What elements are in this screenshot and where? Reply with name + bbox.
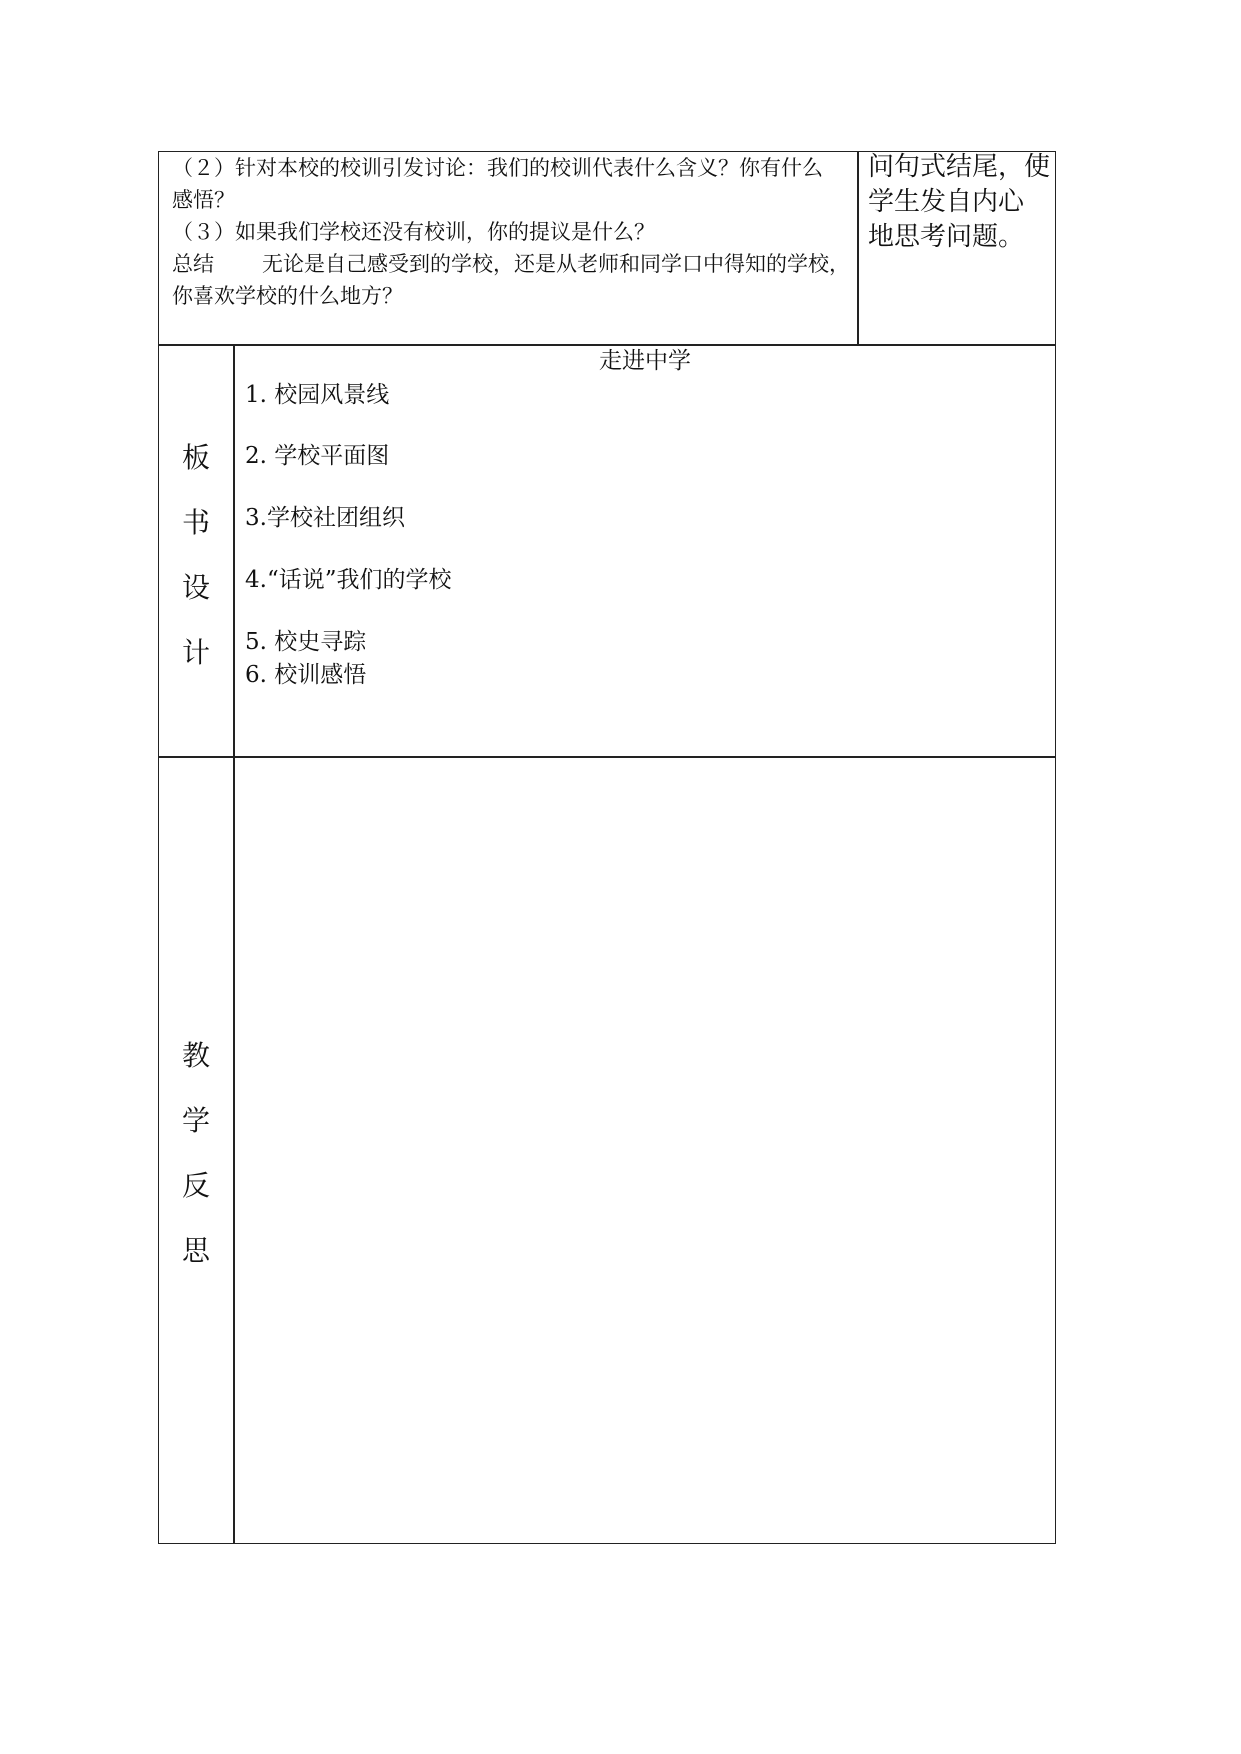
reflection-char-4: 思 — [181, 1234, 210, 1267]
column-divider-top-right — [857, 151, 859, 345]
note-line-2: 学生发自内心 — [868, 187, 1025, 217]
discussion-line-5: 你喜欢学校的什么地方？ — [172, 284, 403, 308]
label-char-3: 设 — [181, 571, 210, 604]
discussion-line-2: 感悟？ — [172, 188, 235, 212]
summary-line — [172, 248, 856, 280]
design-intent-note — [868, 150, 1050, 255]
board-item-5: 5. 校史寻踪 — [245, 629, 367, 655]
board-item-2: 2. 学校平面图 — [245, 443, 390, 469]
discussion-text — [172, 152, 856, 312]
board-item-1: 1. 校园风景线 — [245, 382, 390, 408]
label-char-4: 计 — [181, 636, 210, 669]
board-item-6: 6. 校训感悟 — [245, 662, 367, 688]
label-char-2: 书 — [181, 506, 210, 539]
reflection-char-1: 教 — [181, 1039, 210, 1072]
reflection-char-2: 学 — [181, 1104, 210, 1137]
note-line-1: 问句式结尾，使 — [868, 152, 1051, 182]
note-line-3: 地思考问题。 — [868, 222, 1025, 252]
board-design-label — [158, 436, 234, 696]
summary-text: 无论是自己感受到的学校，还是从老师和同学口中得知的学校， — [262, 252, 850, 276]
teaching-reflection-area — [235, 758, 1055, 1543]
summary-label: 总结 — [172, 252, 214, 276]
discussion-line-1: （２）针对本校的校训引发讨论：我们的校训代表什么含义？你有什么 — [172, 156, 823, 180]
reflection-char-3: 反 — [181, 1169, 210, 1202]
teaching-reflection-label — [158, 1034, 234, 1294]
board-title: 走进中学 — [599, 348, 691, 374]
label-char-1: 板 — [181, 441, 210, 474]
discussion-line-3: （３）如果我们学校还没有校训，你的提议是什么？ — [172, 220, 655, 244]
board-item-4: 4.“话说”我们的学校 — [245, 567, 452, 593]
board-item-3: 3.学校社团组织 — [245, 505, 405, 531]
